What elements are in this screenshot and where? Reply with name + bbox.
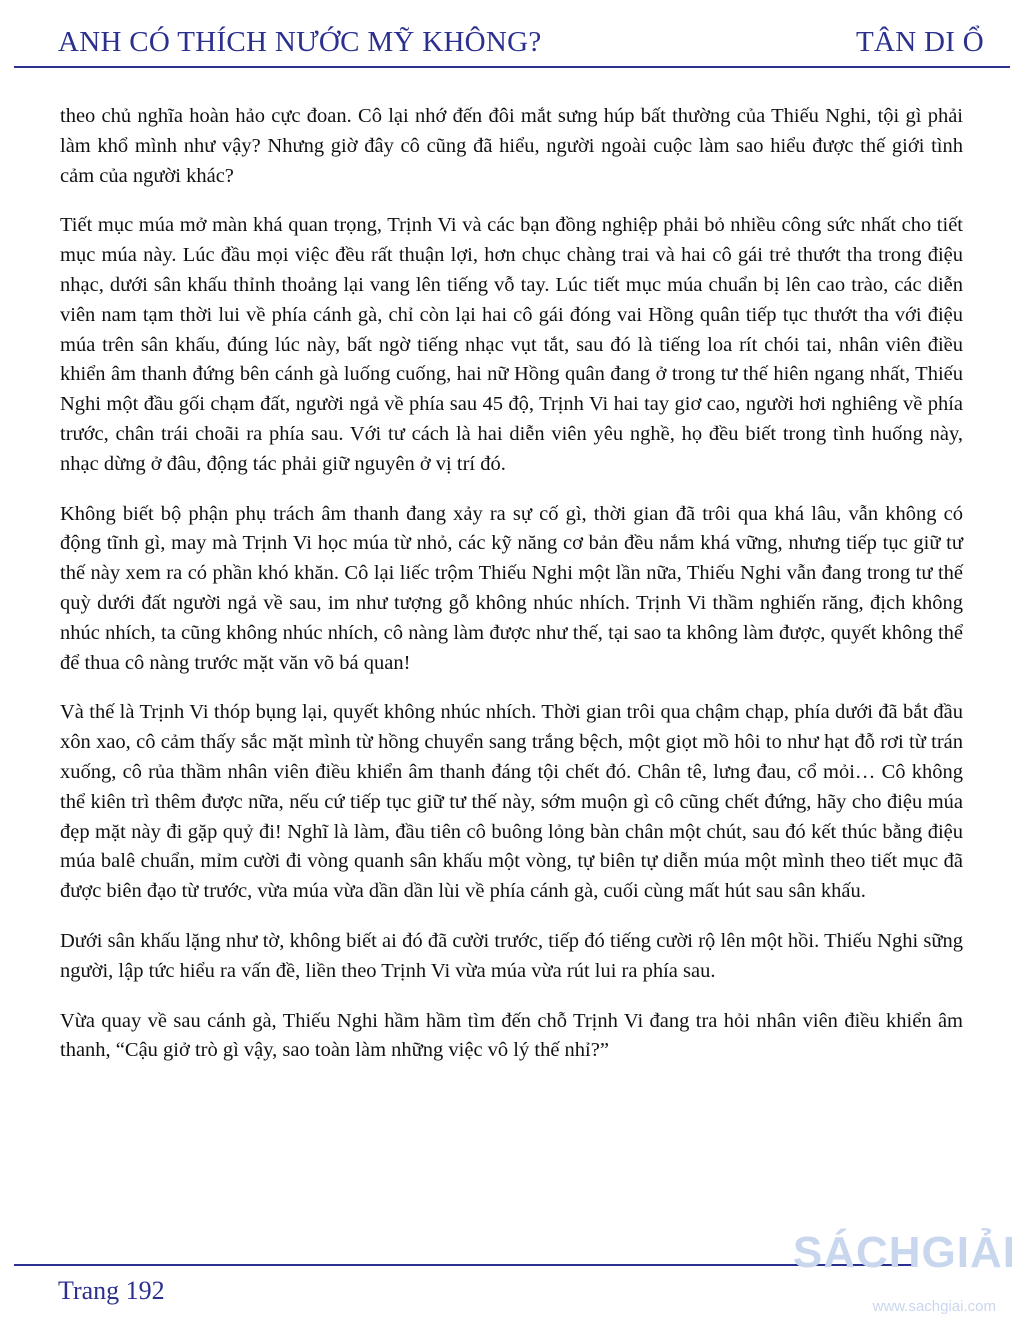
- paragraph: Không biết bộ phận phụ trách âm thanh đang xảy ra sự cố gì, thời gian đã trôi qua khá lâu, vẫn không có động tĩnh gì, may mà Trịnh Vi học múa từ nhỏ, các kỹ năng cơ bản đều nắm khá vững, nhưng tiếp tục giữ tư thế này xem ra có phần khó khăn. Cô lại liếc trộm Thiếu Nghi một lần nữa, Thiếu Nghi vẫn đang trong tư thế quỳ dưới đất người ngả về sau, im như tượng gỗ không nhúc nhích. Trịnh Vi thầm nghiến răng, địch không nhúc nhích, ta cũng không nhúc nhích, cô nàng làm được như thế, tại sao ta không làm được, quyết không thể để thua cô nàng trước mặt văn võ bá quan!: [60, 502, 963, 674]
- watermark: [792, 1212, 1016, 1317]
- page-header: [58, 20, 984, 60]
- page-number: Trang 192: [58, 1276, 165, 1305]
- header-divider: [14, 66, 1010, 68]
- paragraph: Vừa quay về sau cánh gà, Thiếu Nghi hầm hầm tìm đến chỗ Trịnh Vi đang tra hỏi nhân viên điều khiển âm thanh, “Cậu giở trò gì vậy, sao toàn làm những việc vô lý thế nhỉ?”: [60, 1009, 963, 1062]
- paragraph: Dưới sân khấu lặng như tờ, không biết ai đó đã cười trước, tiếp đó tiếng cười rộ lên một hồi. Thiếu Nghi sững người, lập tức hiểu ra vấn đề, liền theo Trịnh Vi vừa múa vừa rút lui ra phía sau.: [60, 929, 963, 982]
- paragraph: theo chủ nghĩa hoàn hảo cực đoan. Cô lại nhớ đến đôi mắt sưng húp bất thường của Thiếu Nghi, tội gì phải làm khổ mình như vậy? Nhưng giờ đây cô cũng đã hiểu, người ngoài cuộc làm sao hiểu được thế giới tình cảm của người khác?: [60, 105, 963, 187]
- paragraph: Và thế là Trịnh Vi thóp bụng lại, quyết không nhúc nhích. Thời gian trôi qua chậm chạp, phía dưới đã bắt đầu xôn xao, cô cảm thấy sắc mặt mình từ hồng chuyển sang trắng bệch, một giọt mồ hôi to như hạt đỗ rơi từ trán xuống, cô rủa thầm nhân viên điều khiển âm thanh đáng tội chết đó. Chân tê, lưng đau, cổ mỏi… Cô không thể kiên trì thêm được nữa, nếu cứ tiếp tục giữ tư thế này, sớm muộn gì cô cũng chết đứng, hãy cho điệu múa đẹp mặt này đi gặp quỷ đi! Nghĩ là làm, đầu tiên cô buông lỏng bàn chân một chút, sau đó kết thúc bằng điệu múa balê chuẩn, mỉm cười đi vòng quanh sân khấu một vòng, tự biên tự diễn múa một mình theo tiết mục đã được biên đạo từ trước, vừa múa vừa dần dần lùi về phía cánh gà, cuối cùng mất hút sau sân khấu.: [60, 701, 963, 903]
- author-name: TÂN DI Ổ: [855, 26, 984, 58]
- footer-divider: [14, 1264, 914, 1266]
- book-title: ANH CÓ THÍCH NƯỚC MỸ KHÔNG?: [58, 26, 542, 58]
- watermark-logo: SÁCHGIẢI: [792, 1228, 1016, 1277]
- watermark-url: www.sachgiai.com: [872, 1298, 996, 1315]
- paragraph: Tiết mục múa mở màn khá quan trọng, Trịnh Vi và các bạn đồng nghiệp phải bỏ nhiều công sức nhất cho tiết mục múa này. Lúc đầu mọi việc đều rất thuận lợi, hơn chục chàng trai và hai cô gái trẻ thướt tha trong điệu nhạc, dưới sân khấu thỉnh thoảng lại vang lên tiếng vỗ tay. Lúc tiết mục múa chuẩn bị lên cao trào, các diễn viên nam tạm thời lui về phía cánh gà, chỉ còn lại hai cô gái đóng vai Hồng quân tiếp tục thướt tha với điệu múa trên sân khấu, đúng lúc này, bất ngờ tiếng nhạc vụt tắt, sau đó là tiếng loa rít chói tai, nhân viên điều khiển âm thanh đứng bên cánh gà luống cuống, hai nữ Hồng quân đang ở trong tư thế hiên ngang nhất, Thiếu Nghi một đầu gối chạm đất, người ngả về phía sau 45 độ, Trịnh Vi hai tay giơ cao, người hơi nghiêng về phía trước, chân trái choãi ra phía sau. Với tư cách là hai diễn viên yêu nghề, họ đều biết trong tình huống này, nhạc dừng ở đâu, động tác phải giữ nguyên ở vị trí đó.: [60, 214, 963, 475]
- page-body: [60, 102, 963, 1086]
